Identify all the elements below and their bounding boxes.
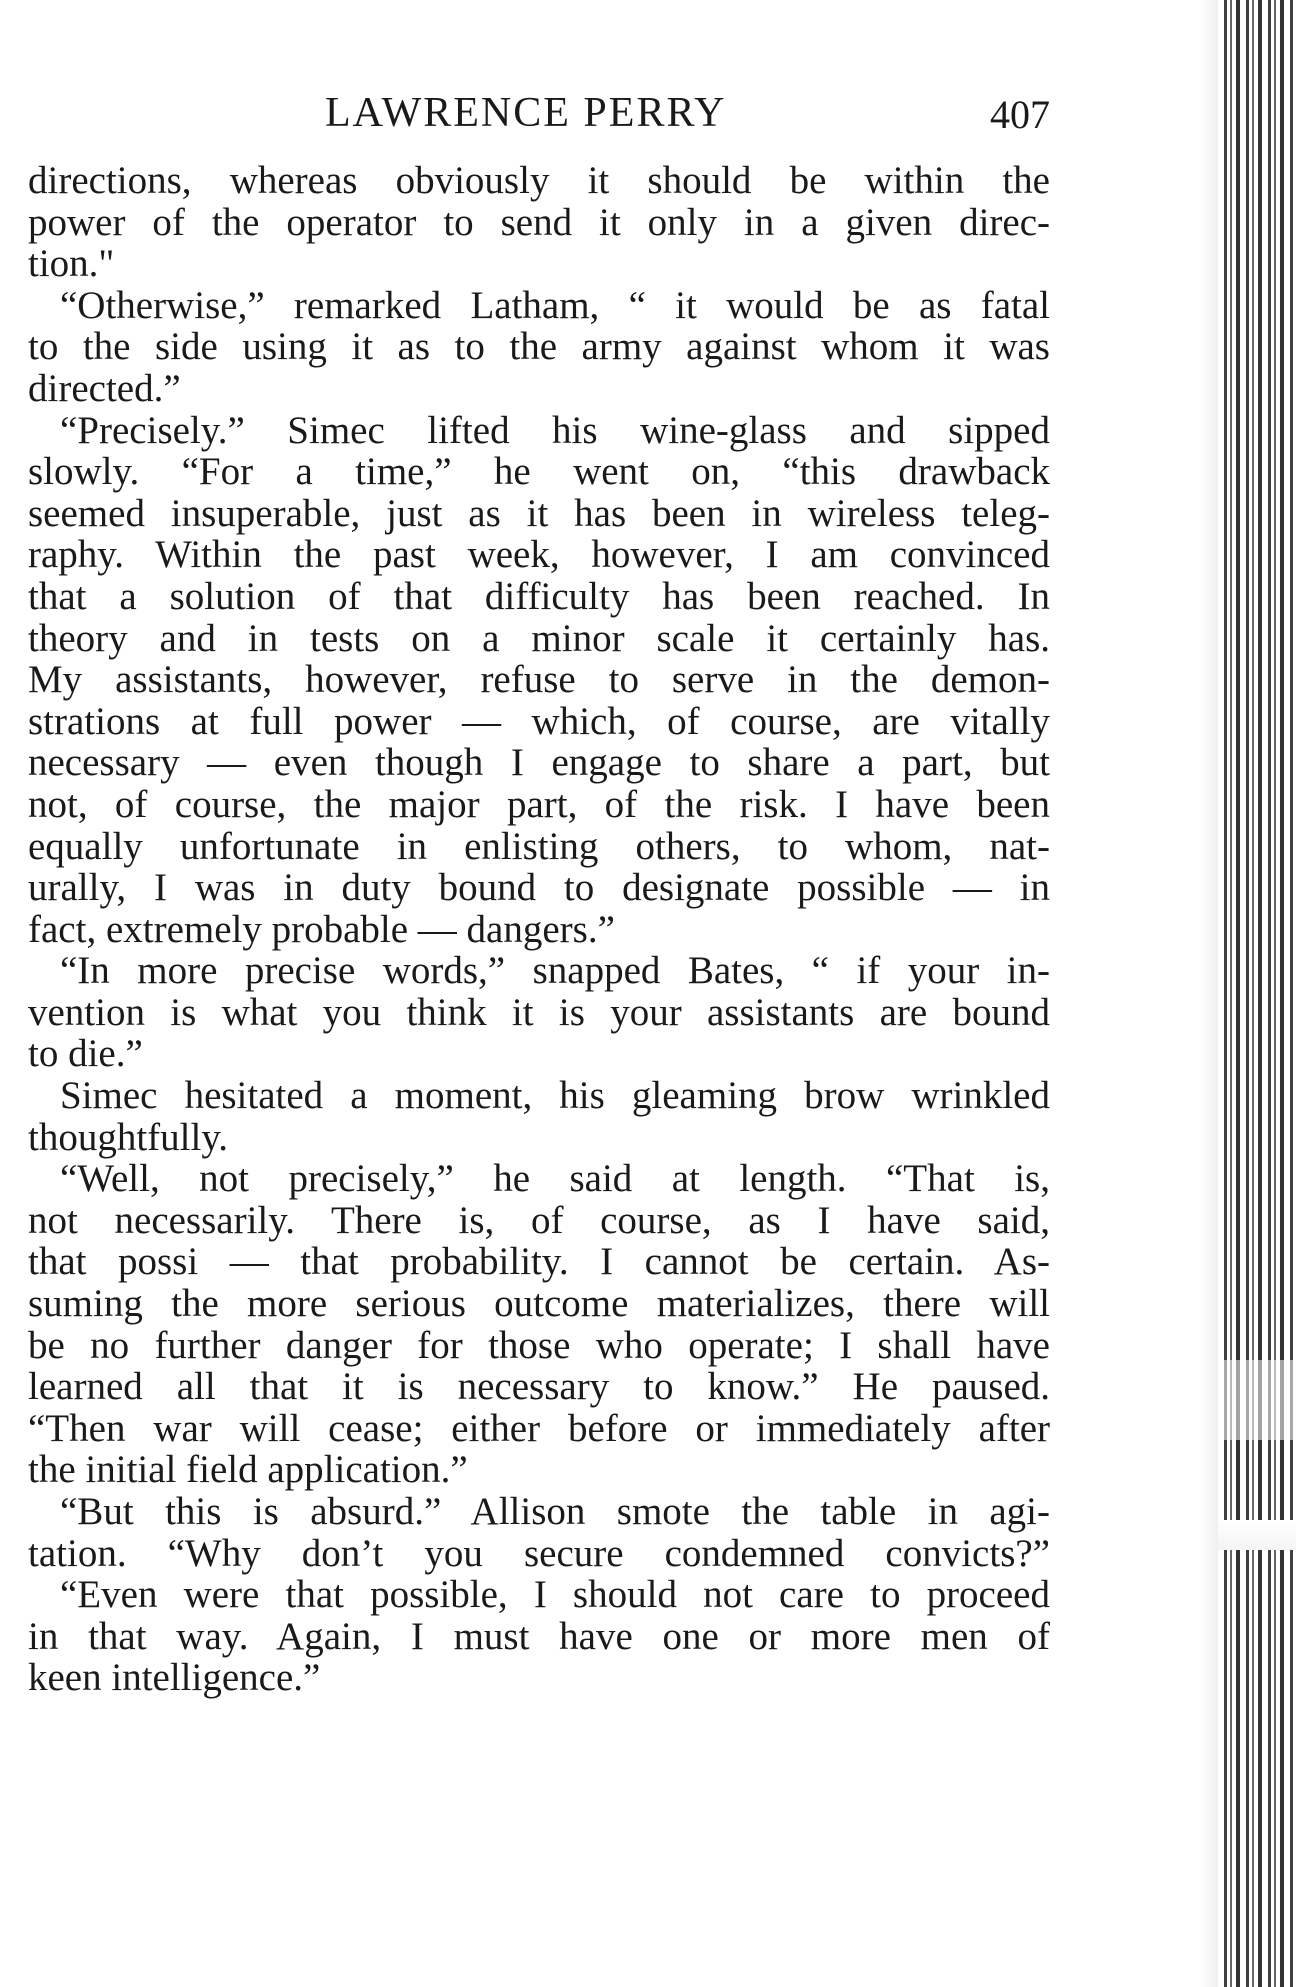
text-line: that a solution of that difficulty has been reached. In: [28, 574, 1050, 618]
text-line: not necessarily. There is, of course, as I have said,: [28, 1198, 1050, 1242]
text-line: “Then war will cease; either before or immediately after: [28, 1406, 1050, 1450]
running-title: LAWRENCE PERRY: [325, 90, 727, 136]
binding-strip: [1218, 0, 1296, 1987]
text-line: learned all that it is necessary to know.” He paused.: [28, 1365, 1050, 1409]
text-line: power of the operator to send it only in a given direc-: [28, 200, 1050, 244]
text-line: Simec hesitated a moment, his gleaming brow wrinkled: [60, 1074, 1050, 1118]
body-text: [28, 160, 1050, 1699]
text-line: thoughtfully.: [28, 1115, 229, 1159]
text-line: tation. “Why don’t you secure condemned convicts?”: [28, 1531, 1050, 1575]
text-line: directions, whereas obviously it should be within the: [28, 159, 1050, 202]
text-line: raphy. Within the past week, however, I am convinced: [28, 533, 1050, 577]
text-line: that possi — that probability. I cannot be certain. As-: [28, 1240, 1050, 1284]
text-line: “In more precise words,” snapped Bates, “ if your in-: [60, 949, 1050, 993]
text-line: urally, I was in duty bound to designate possible — in: [28, 866, 1050, 910]
text-line: strations at full power — which, of course, are vitally: [28, 699, 1050, 743]
text-line: keen intelligence.”: [28, 1656, 321, 1700]
text-line: fact, extremely probable — dangers.”: [28, 907, 615, 951]
text-line: to the side using it as to the army against whom it was: [28, 325, 1050, 369]
text-line: equally unfortunate in enlisting others, to whom, nat-: [28, 824, 1050, 868]
text-line: vention is what you think it is your assistants are bound: [28, 990, 1050, 1034]
text-line: “Even were that possible, I should not care to proceed: [60, 1573, 1050, 1617]
binding-gap: [1218, 1520, 1296, 1550]
text-line: My assistants, however, refuse to serve in the demon-: [28, 658, 1050, 702]
text-line: “But this is absurd.” Allison smote the table in agi-: [60, 1490, 1050, 1533]
text-line: “Otherwise,” remarked Latham, “ it would be as fatal: [60, 283, 1050, 327]
text-line: theory and in tests on a minor scale it certainly has.: [28, 616, 1050, 660]
text-line: suming the more serious outcome materializes, there will: [28, 1282, 1050, 1326]
text-line: “Precisely.” Simec lifted his wine-glass and sipped: [60, 408, 1050, 452]
text-line: slowly. “For a time,” he went on, “this drawback: [28, 450, 1050, 494]
running-head: [40, 88, 1050, 138]
text-line: “Well, not precisely,” he said at length. “That is,: [60, 1157, 1050, 1201]
page-edge-shadow: [1200, 0, 1218, 1987]
text-line: not, of course, the major part, of the risk. I have been: [28, 782, 1050, 826]
text-line: seemed insuperable, just as it has been in wireless teleg-: [28, 491, 1050, 535]
binding-fade: [1218, 1360, 1296, 1440]
page-number: 407: [990, 92, 1050, 137]
text-line: tion.": [28, 242, 115, 286]
text-line: be no further danger for those who operate; I shall have: [28, 1323, 1050, 1367]
text-line: necessary — even though I engage to share a part, but: [28, 741, 1050, 785]
text-line: directed.”: [28, 366, 181, 410]
text-line: to die.”: [28, 1032, 143, 1076]
text-line: in that way. Again, I must have one or more men of: [28, 1614, 1050, 1658]
text-line: the initial field application.”: [28, 1448, 468, 1492]
